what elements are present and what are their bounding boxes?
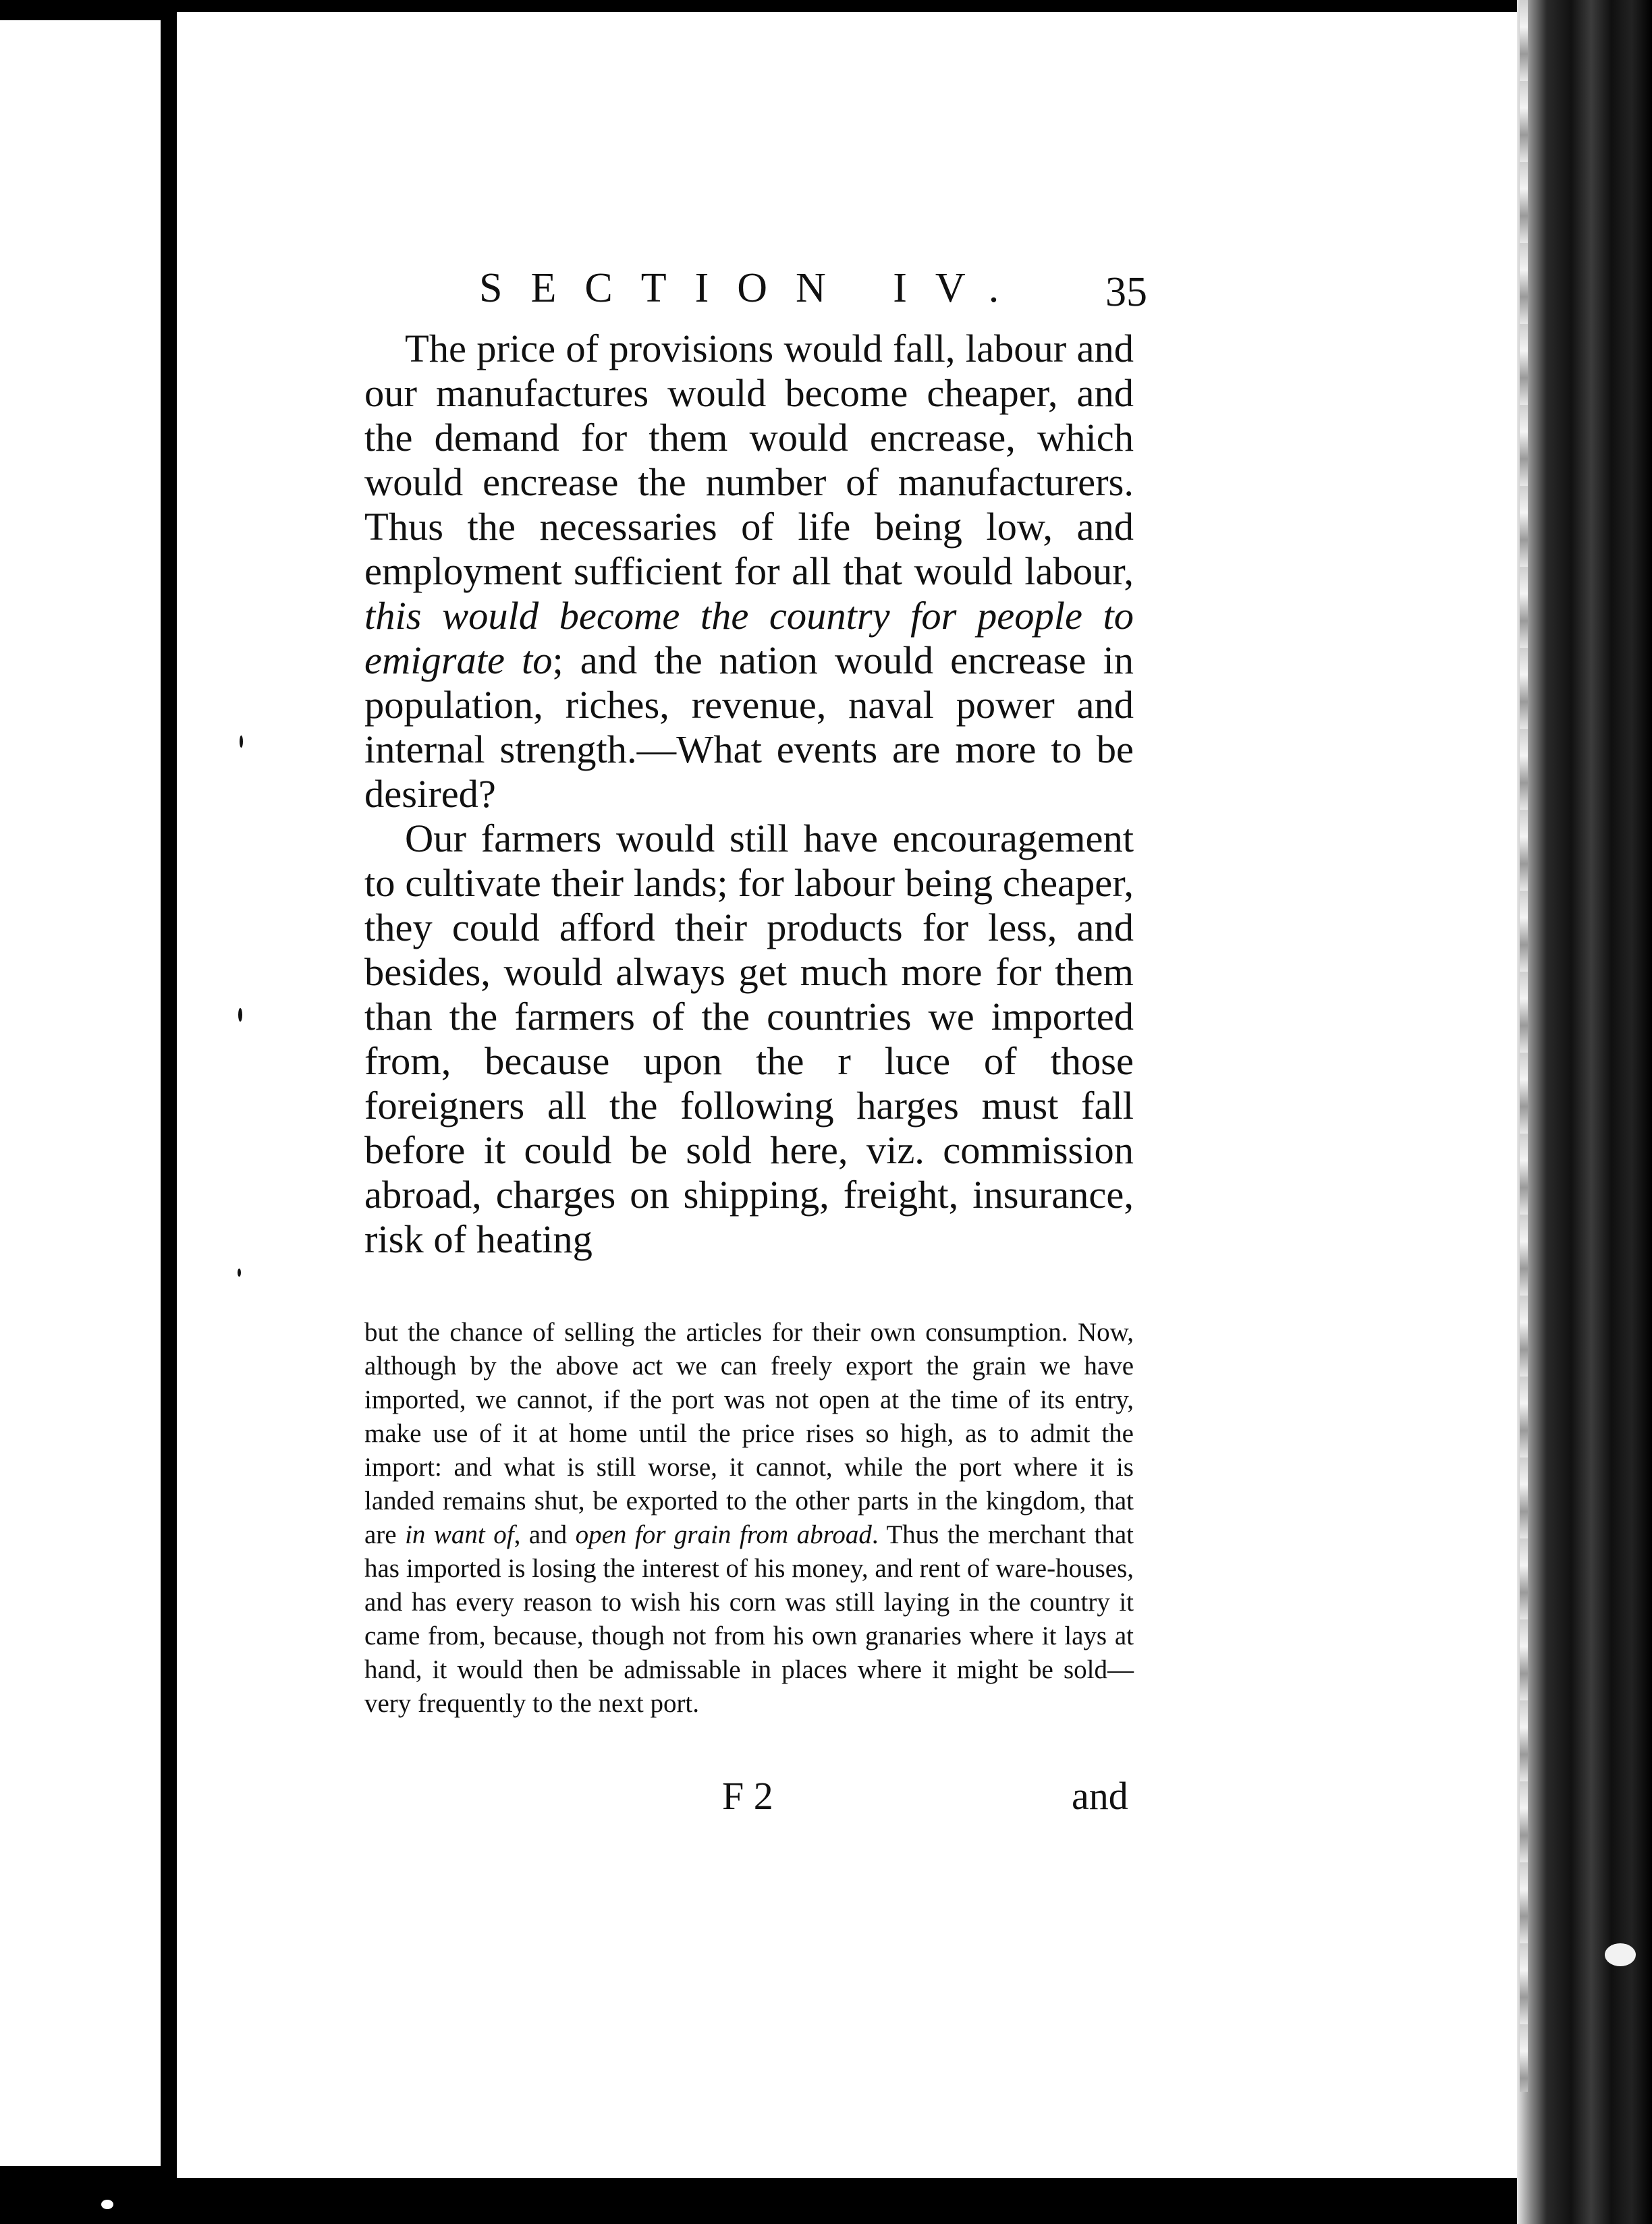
paragraph-1-text-end: ; and the nation would encrease in population, riches, revenue, naval power and internal strength.—What events are more to be desired? [364,638,1134,816]
footnote-italic-1: in want of [405,1520,514,1549]
paragraph-1-text: The price of provisions would fall, labour and our manufactures would become cheaper, and the demand for them would encrease, which would encrease the number of manufacturers. Thus the necessaries of life being low, and employment sufficient for all that would labour, [364,327,1134,593]
paragraph-1-italic: this would become the country for people to emigrate to [364,594,1134,682]
footnote-part-3: . Thus the merchant that has imported is losing the interest of his money, and rent of ware-houses, and has every reason to wish his corn was still laying in the country it came from, because, though not from his own granaries where it lays at hand, it would then be admissable in places where it might be sold—very frequently to the next port. [364,1520,1134,1718]
facing-page-edge [0,20,161,2166]
paragraph-2: Our farmers would still have encouragement to cultivate their lands; for labour being cheaper, they could afford their products for less, and besides, would always get much more for them than the farmers of the countries we imported from, because upon the r luce of those foreigners all the following harges must fall before it could be sold here, viz. commission abroad, charges on shipping, freight, insurance, risk of heating [364,816,1134,1261]
section-title: SECTION IV. [479,265,1028,311]
catchword: and [1072,1774,1128,1818]
edge-fleck [101,2200,113,2209]
page-edge-shading [1520,0,1528,2092]
margin-mark [238,1269,241,1277]
running-head [364,265,1147,318]
body-text [364,327,1134,1262]
paragraph-1 [364,327,1134,816]
margin-mark [238,1008,242,1022]
footnote [364,1316,1134,1721]
edge-fleck [1605,1943,1636,1966]
footnote-text [364,1316,1134,1721]
page-fore-edge [1517,0,1652,2224]
footnote-italic-2: open for grain from abroad [575,1520,872,1549]
margin-mark [240,735,243,748]
page-number: 35 [1105,269,1147,315]
footnote-part-1: but the chance of selling the articles for their own consumption. Now, although by the above act we can freely export the grain we have imported, we cannot, if the port was not open at the time of its entry, make use of it at home until the price rises so high, as to admit the import: and what is still worse, it cannot, while the port where it is landed remains shut, be exported to the other parts in the kingdom, that are [364,1318,1134,1549]
footnote-part-2: , and [514,1520,576,1549]
signature-mark: F 2 [722,1774,773,1818]
